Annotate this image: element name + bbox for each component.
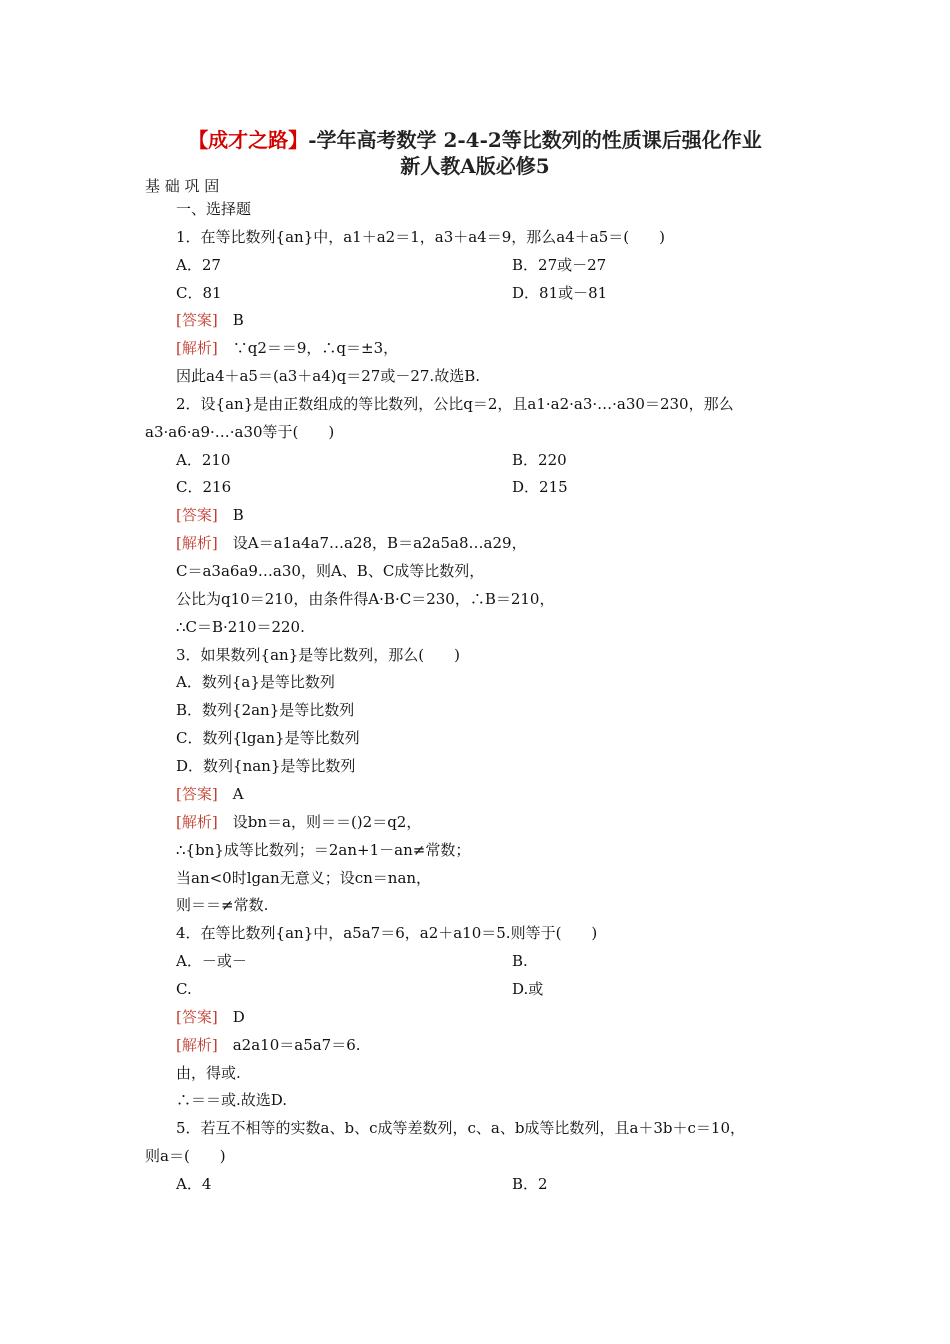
q1-option-d: D．81或－81 <box>512 284 608 302</box>
q3-explanation-line3: 当an<0时lgan无意义；设cn＝nan， <box>176 869 432 887</box>
q2-option-c: C．216 <box>176 478 232 496</box>
answer-tag: [答案] <box>176 311 218 329</box>
q2-explanation-line4: ∴C＝B·210＝220. <box>176 618 305 636</box>
q4-option-a: A．－或－ <box>176 952 247 970</box>
q3-option-d: D．数列{nan}是等比数列 <box>176 757 356 775</box>
question-4: 4．在等比数列{an}中，a5a7＝6，a2＋a10＝5.则等于( ) <box>176 924 598 942</box>
answer-value: B <box>232 506 244 524</box>
q1-option-c: C．81 <box>176 284 222 302</box>
q4-explanation-line3: ∴＝＝或.故选D. <box>176 1091 288 1109</box>
explanation-tag: [解析] <box>176 534 218 552</box>
question-3: 3．如果数列{an}是等比数列，那么( ) <box>176 646 460 664</box>
q4-option-b: B. <box>512 952 528 970</box>
q2-option-d: D．215 <box>512 478 568 496</box>
q2-explanation <box>176 533 527 553</box>
question-2: 2．设{an}是由正数组成的等比数列，公比q＝2，且a1·a2·a3·…·a30＝230，那么 <box>176 395 734 413</box>
answer-value: D <box>232 1008 245 1026</box>
q4-option-c: C. <box>176 980 192 998</box>
q5-option-b: B．2 <box>512 1175 548 1193</box>
q3-explanation <box>176 812 421 832</box>
q4-explanation-line2: 由，得或. <box>176 1064 241 1082</box>
answer-value: A <box>232 785 244 803</box>
explanation-tag: [解析] <box>176 339 218 357</box>
answer-tag: [答案] <box>176 785 218 803</box>
explanation-text: a2a10＝a5a7＝6. <box>232 1036 361 1054</box>
q2-option-a: A．210 <box>176 451 231 469</box>
title-bracket: 【成才之路】 <box>188 128 309 152</box>
q4-answer <box>176 1007 245 1027</box>
question-1: 1．在等比数列{an}中，a1＋a2＝1，a3＋a4＝9，那么a4＋a5＝( ) <box>176 228 665 246</box>
title-rest: -学年高考数学 2-4-2等比数列的性质课后强化作业 <box>308 128 762 152</box>
answer-tag: [答案] <box>176 1008 218 1026</box>
question-5: 5．若互不相等的实数a、b、c成等差数列，c、a、b成等比数列，且a＋3b＋c＝10， <box>176 1119 746 1137</box>
q2-option-b: B．220 <box>512 451 567 469</box>
explanation-text: 设A＝a1a4a7…a28，B＝a2a5a8…a29， <box>232 534 527 552</box>
q3-option-b: B．数列{2an}是等比数列 <box>176 701 355 719</box>
q2-explanation-line3: 公比为q10＝210，由条件得A·B·C＝230，∴B＝210， <box>176 590 555 608</box>
explanation-tag: [解析] <box>176 1036 218 1054</box>
q3-answer <box>176 784 244 804</box>
explanation-tag: [解析] <box>176 813 218 831</box>
q5-option-a: A．4 <box>176 1175 212 1193</box>
question-2-cont: a3·a6·a9·…·a30等于( ) <box>145 423 335 441</box>
q2-answer <box>176 505 244 525</box>
q3-option-c: C．数列{lgan}是等比数列 <box>176 729 360 747</box>
document-title-line1 <box>0 124 950 153</box>
explanation-text: 设bn＝a，则＝＝()2＝q2， <box>232 813 422 831</box>
q4-option-d: D.或 <box>512 980 544 998</box>
q3-explanation-line4: 则＝＝≠常数. <box>176 896 269 914</box>
q1-answer <box>176 310 244 330</box>
q1-explanation <box>176 338 398 358</box>
q4-explanation <box>176 1035 361 1055</box>
q1-explanation-line2: 因此a4＋a5＝(a3＋a4)q＝27或－27.故选B. <box>176 367 480 385</box>
q3-explanation-line2: ∴{bn}成等比数列；＝2an+1－an≠常数； <box>176 841 471 859</box>
q2-explanation-line2: C＝a3a6a9…a30，则A、B、C成等比数列， <box>176 562 485 580</box>
explanation-text: ∵q2＝＝9，∴q＝±3， <box>232 339 399 357</box>
document-title-line2: 新人教A版必修5 <box>400 154 550 178</box>
answer-tag: [答案] <box>176 506 218 524</box>
sub-heading: 一、选择题 <box>176 200 252 218</box>
answer-value: B <box>232 311 244 329</box>
q1-option-b: B．27或－27 <box>512 256 607 274</box>
q3-option-a: A．数列{a}是等比数列 <box>176 673 335 691</box>
q1-option-a: A．27 <box>176 256 221 274</box>
question-5-cont: 则a＝( ) <box>145 1147 226 1165</box>
section-heading: 基 础 巩 固 <box>145 177 220 195</box>
